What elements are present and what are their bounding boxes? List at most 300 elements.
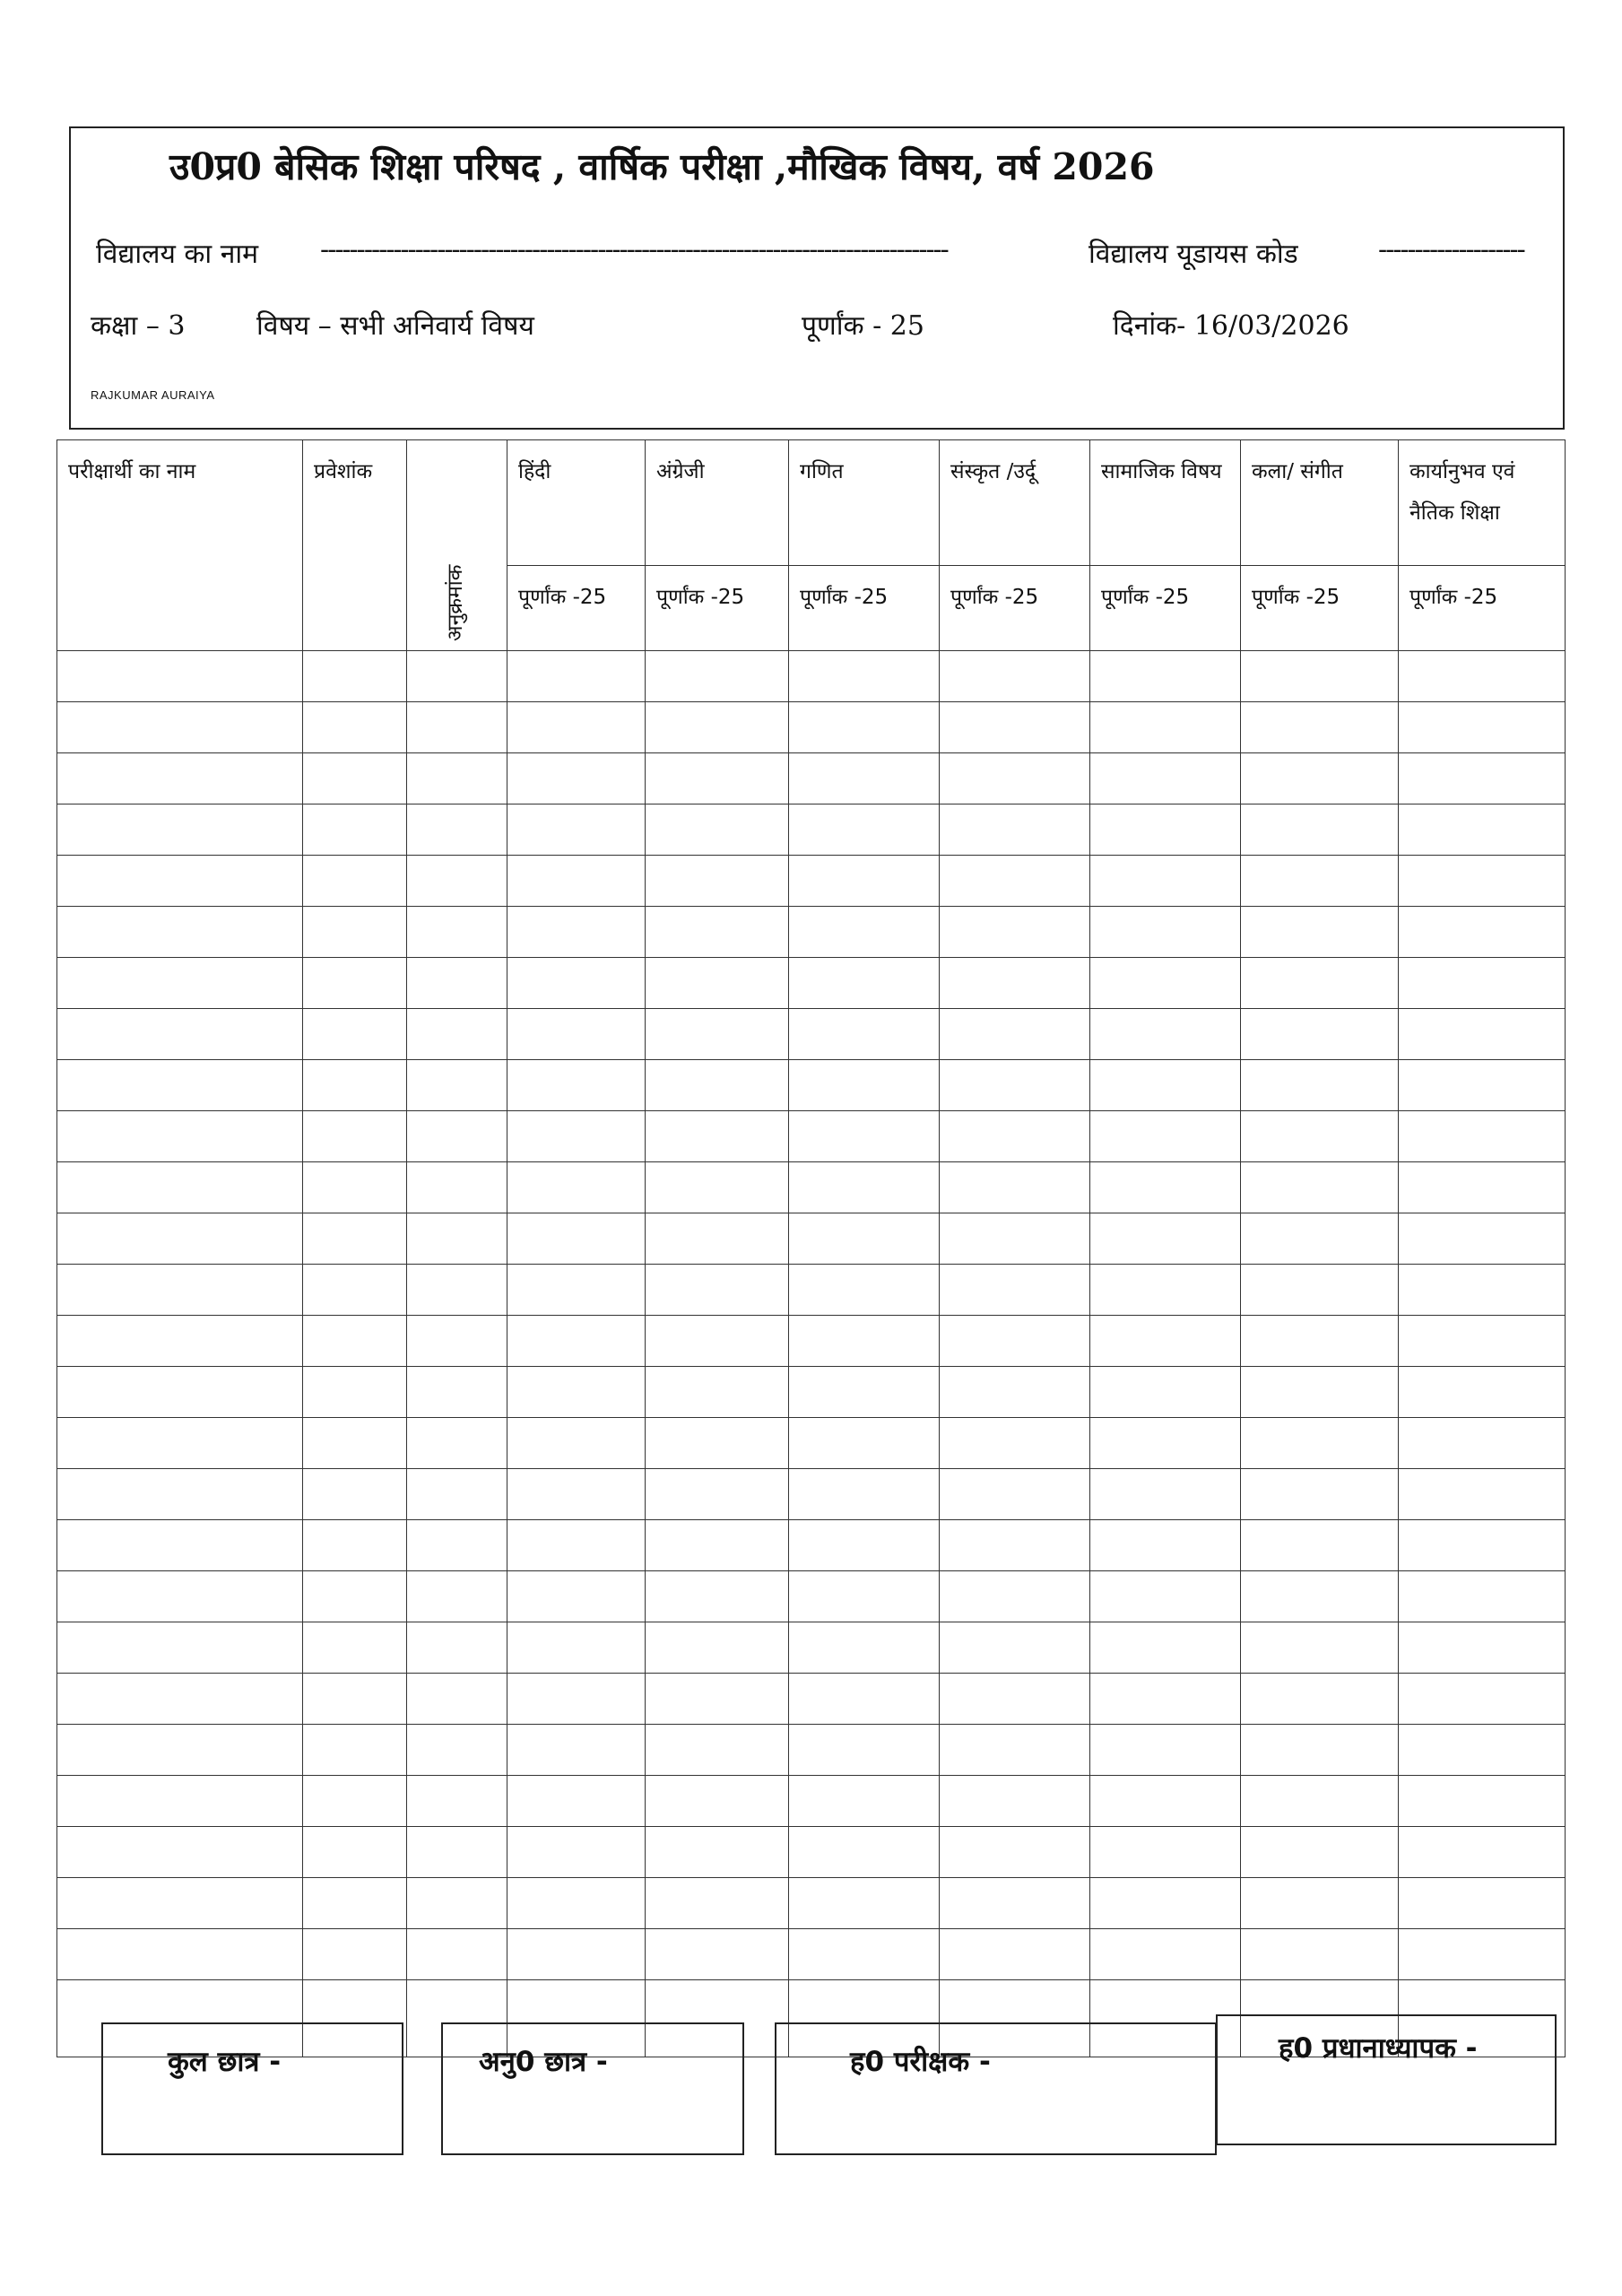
table-cell: [940, 1469, 1090, 1520]
table-cell: [1090, 1316, 1241, 1367]
table-cell: [407, 1265, 507, 1316]
table-cell: [1241, 1520, 1399, 1571]
table-cell: [646, 1111, 789, 1162]
table-row: [57, 1929, 1566, 1980]
table-cell: [507, 1060, 646, 1111]
table-cell: [789, 753, 940, 804]
table-row: [57, 1060, 1566, 1111]
table-cell: [1399, 1571, 1566, 1622]
table-cell: [940, 1776, 1090, 1827]
udise-code-label: विद्यालय यूडायस कोड: [1089, 239, 1298, 270]
table-cell: [789, 1827, 940, 1878]
table-cell: [940, 1162, 1090, 1213]
table-row: [57, 1622, 1566, 1674]
table-row: [57, 804, 1566, 856]
table-cell: [940, 1571, 1090, 1622]
table-row: [57, 702, 1566, 753]
max-marks-cell: पूर्णांक -25: [940, 566, 1090, 651]
table-cell: [646, 856, 789, 907]
table-cell: [57, 1213, 303, 1265]
table-cell: [507, 1418, 646, 1469]
table-cell: [407, 1162, 507, 1213]
table-cell: [789, 958, 940, 1009]
table-cell: [407, 651, 507, 702]
table-cell: [303, 651, 407, 702]
table-cell: [507, 1265, 646, 1316]
table-cell: [507, 1520, 646, 1571]
table-cell: [789, 1009, 940, 1060]
table-cell: [407, 804, 507, 856]
table-cell: [1399, 856, 1566, 907]
table-cell: [789, 1878, 940, 1929]
table-cell: [789, 702, 940, 753]
table-cell: [57, 907, 303, 958]
table-row: [57, 1827, 1566, 1878]
table-cell: [789, 1725, 940, 1776]
table-cell: [303, 753, 407, 804]
examiner-signature-label: ह0 परीक्षक -: [850, 2046, 991, 2078]
table-cell: [1090, 958, 1241, 1009]
table-cell: [646, 753, 789, 804]
table-cell: [789, 1367, 940, 1418]
table-cell: [940, 1622, 1090, 1674]
table-cell: [303, 702, 407, 753]
table-cell: [507, 1367, 646, 1418]
table-cell: [407, 1776, 507, 1827]
table-cell: [646, 1162, 789, 1213]
subject-header-social-studies: सामाजिक विषय: [1090, 440, 1241, 566]
table-cell: [57, 1111, 303, 1162]
table-cell: [1399, 1776, 1566, 1827]
table-cell: [1241, 1418, 1399, 1469]
table-cell: [646, 651, 789, 702]
table-cell: [57, 1827, 303, 1878]
table-cell: [940, 1418, 1090, 1469]
max-marks-label: पूर्णांक - 25: [802, 310, 924, 342]
table-cell: [789, 804, 940, 856]
table-cell: [1090, 804, 1241, 856]
table-cell: [507, 702, 646, 753]
table-cell: [789, 1622, 940, 1674]
page-title: उ0प्र0 बेसिक शिक्षा परिषद , वार्षिक परीक्षा ,मौखिक विषय, वर्ष 2026: [169, 145, 1155, 188]
table-cell: [1241, 1316, 1399, 1367]
table-cell: [789, 1213, 940, 1265]
table-row: [57, 1878, 1566, 1929]
table-cell: [940, 1827, 1090, 1878]
table-cell: [303, 1060, 407, 1111]
table-cell: [1241, 1111, 1399, 1162]
table-cell: [940, 1009, 1090, 1060]
subject-header-english: अंग्रेजी: [646, 440, 789, 566]
table-cell: [507, 856, 646, 907]
max-marks-cell: पूर्णांक -25: [1090, 566, 1241, 651]
table-cell: [1090, 856, 1241, 907]
table-cell: [1241, 702, 1399, 753]
table-cell: [57, 702, 303, 753]
total-students-label: कुल छात्र -: [168, 2046, 282, 2078]
table-cell: [1241, 1469, 1399, 1520]
table-cell: [303, 958, 407, 1009]
table-cell: [789, 1469, 940, 1520]
table-cell: [57, 958, 303, 1009]
table-cell: [940, 702, 1090, 753]
table-cell: [646, 1929, 789, 1980]
table-cell: [1090, 1725, 1241, 1776]
table-cell: [1399, 1827, 1566, 1878]
table-header-row: [57, 440, 1566, 566]
table-row: [57, 856, 1566, 907]
table-cell: [646, 1213, 789, 1265]
table-cell: [303, 1213, 407, 1265]
table-cell: [646, 1060, 789, 1111]
table-cell: [1241, 856, 1399, 907]
table-cell: [507, 1674, 646, 1725]
table-cell: [1090, 1469, 1241, 1520]
table-cell: [789, 1520, 940, 1571]
table-cell: [789, 856, 940, 907]
table-cell: [646, 1520, 789, 1571]
marks-table: [56, 439, 1566, 2057]
table-row: [57, 1520, 1566, 1571]
table-cell: [646, 1009, 789, 1060]
table-cell: [407, 1571, 507, 1622]
table-cell: [1090, 1418, 1241, 1469]
table-row: [57, 1009, 1566, 1060]
marks-table-body: [57, 651, 1566, 2057]
table-cell: [1090, 702, 1241, 753]
table-cell: [507, 651, 646, 702]
table-cell: [789, 1929, 940, 1980]
table-cell: [407, 958, 507, 1009]
table-cell: [1399, 1060, 1566, 1111]
table-cell: [57, 1674, 303, 1725]
table-row: [57, 1316, 1566, 1367]
table-cell: [507, 958, 646, 1009]
subject-header-work-experience: कार्यानुभव एवं नैतिक शिक्षा: [1399, 440, 1566, 566]
table-cell: [940, 1878, 1090, 1929]
table-cell: [303, 1725, 407, 1776]
total-students-box: [101, 2022, 403, 2155]
table-row: [57, 1418, 1566, 1469]
table-cell: [57, 1367, 303, 1418]
table-row: [57, 1162, 1566, 1213]
table-cell: [1241, 1571, 1399, 1622]
table-cell: [303, 1929, 407, 1980]
school-name-label: विद्यालय का नाम: [96, 239, 259, 270]
table-cell: [1241, 1162, 1399, 1213]
table-cell: [407, 1469, 507, 1520]
table-cell: [507, 1929, 646, 1980]
table-cell: [1090, 1776, 1241, 1827]
table-cell: [1241, 1929, 1399, 1980]
table-cell: [789, 1571, 940, 1622]
table-cell: [1399, 1316, 1566, 1367]
table-cell: [303, 1571, 407, 1622]
table-cell: [1241, 1009, 1399, 1060]
table-cell: [57, 1009, 303, 1060]
table-cell: [57, 1060, 303, 1111]
table-cell: [407, 1367, 507, 1418]
headmaster-signature-label: ह0 प्रधानाध्यापक -: [1279, 2032, 1478, 2065]
table-cell: [57, 1622, 303, 1674]
table-cell: [1241, 804, 1399, 856]
udise-code-blank: --------------------: [1378, 234, 1524, 265]
table-row: [57, 1469, 1566, 1520]
table-cell: [303, 907, 407, 958]
table-row: [57, 753, 1566, 804]
table-cell: [940, 856, 1090, 907]
table-cell: [1399, 958, 1566, 1009]
table-cell: [1399, 1213, 1566, 1265]
table-cell: [789, 1776, 940, 1827]
table-cell: [1399, 1265, 1566, 1316]
table-cell: [407, 907, 507, 958]
table-cell: [1241, 1060, 1399, 1111]
table-cell: [1399, 1674, 1566, 1725]
table-cell: [57, 1316, 303, 1367]
table-cell: [1090, 753, 1241, 804]
table-cell: [57, 1571, 303, 1622]
table-cell: [940, 651, 1090, 702]
table-row: [57, 1674, 1566, 1725]
subject-header-sanskrit-urdu: संस्कृत /उर्दू: [940, 440, 1090, 566]
table-cell: [940, 1060, 1090, 1111]
table-cell: [407, 1060, 507, 1111]
max-marks-cell: पूर्णांक -25: [646, 566, 789, 651]
table-cell: [303, 1520, 407, 1571]
table-cell: [1090, 1162, 1241, 1213]
table-cell: [1241, 1622, 1399, 1674]
table-cell: [1241, 651, 1399, 702]
table-cell: [646, 1827, 789, 1878]
table-cell: [646, 1265, 789, 1316]
table-cell: [940, 804, 1090, 856]
table-cell: [1090, 1571, 1241, 1622]
table-cell: [1090, 1009, 1241, 1060]
table-row: [57, 907, 1566, 958]
table-cell: [1090, 907, 1241, 958]
table-cell: [1399, 1725, 1566, 1776]
table-cell: [789, 1418, 940, 1469]
table-cell: [646, 958, 789, 1009]
table-cell: [1090, 1111, 1241, 1162]
table-cell: [507, 1622, 646, 1674]
table-cell: [507, 1571, 646, 1622]
table-cell: [940, 1367, 1090, 1418]
table-cell: [1241, 1674, 1399, 1725]
table-cell: [407, 1827, 507, 1878]
table-cell: [303, 1111, 407, 1162]
table-cell: [507, 1162, 646, 1213]
max-marks-cell: पूर्णांक -25: [789, 566, 940, 651]
max-marks-cell: पूर्णांक -25: [1241, 566, 1399, 651]
table-cell: [646, 702, 789, 753]
table-cell: [940, 1725, 1090, 1776]
table-cell: [789, 651, 940, 702]
table-cell: [407, 702, 507, 753]
table-cell: [303, 1674, 407, 1725]
table-row: [57, 1776, 1566, 1827]
table-cell: [940, 1213, 1090, 1265]
table-cell: [57, 1469, 303, 1520]
table-cell: [1090, 1060, 1241, 1111]
roll-number-header: प्रवेशांक: [303, 440, 407, 651]
table-cell: [57, 753, 303, 804]
subject-header-maths: गणित: [789, 440, 940, 566]
table-cell: [940, 1929, 1090, 1980]
table-cell: [407, 1929, 507, 1980]
table-cell: [407, 753, 507, 804]
table-cell: [303, 1316, 407, 1367]
table-cell: [940, 753, 1090, 804]
table-cell: [1241, 907, 1399, 958]
table-cell: [303, 1622, 407, 1674]
table-cell: [1090, 1520, 1241, 1571]
table-cell: [303, 804, 407, 856]
table-cell: [940, 1316, 1090, 1367]
table-cell: [646, 1469, 789, 1520]
table-cell: [789, 1316, 940, 1367]
examiner-signature-box: [775, 2022, 1217, 2155]
table-cell: [507, 753, 646, 804]
table-cell: [789, 1265, 940, 1316]
table-cell: [57, 1929, 303, 1980]
table-cell: [1241, 1265, 1399, 1316]
table-cell: [407, 856, 507, 907]
max-marks-cell: पूर्णांक -25: [507, 566, 646, 651]
table-cell: [1090, 1213, 1241, 1265]
table-cell: [789, 1674, 940, 1725]
table-cell: [646, 1878, 789, 1929]
table-cell: [407, 1725, 507, 1776]
table-cell: [646, 907, 789, 958]
table-cell: [57, 1265, 303, 1316]
table-cell: [1399, 1162, 1566, 1213]
table-cell: [507, 1316, 646, 1367]
table-cell: [303, 1009, 407, 1060]
table-cell: [507, 907, 646, 958]
table-cell: [1399, 1520, 1566, 1571]
table-cell: [303, 1418, 407, 1469]
table-cell: [57, 856, 303, 907]
table-cell: [407, 1213, 507, 1265]
table-cell: [303, 1827, 407, 1878]
table-cell: [646, 1674, 789, 1725]
max-marks-cell: पूर्णांक -25: [1399, 566, 1566, 651]
table-row: [57, 1571, 1566, 1622]
table-cell: [507, 1111, 646, 1162]
subject-header-hindi: हिंदी: [507, 440, 646, 566]
exam-date-label: दिनांक- 16/03/2026: [1113, 310, 1349, 342]
table-cell: [940, 1674, 1090, 1725]
table-cell: [646, 1725, 789, 1776]
table-cell: [940, 1265, 1090, 1316]
table-cell: [789, 1111, 940, 1162]
table-row: [57, 651, 1566, 702]
table-cell: [407, 1520, 507, 1571]
table-row: [57, 1213, 1566, 1265]
table-cell: [646, 1776, 789, 1827]
table-cell: [1399, 907, 1566, 958]
table-cell: [407, 1674, 507, 1725]
table-cell: [1399, 1929, 1566, 1980]
table-cell: [303, 1776, 407, 1827]
table-cell: [57, 1878, 303, 1929]
header-box: [69, 126, 1565, 430]
table-cell: [507, 1776, 646, 1827]
table-cell: [646, 1316, 789, 1367]
table-row: [57, 1367, 1566, 1418]
table-cell: [1399, 804, 1566, 856]
table-cell: [1090, 1367, 1241, 1418]
table-cell: [1090, 1622, 1241, 1674]
table-cell: [303, 1469, 407, 1520]
school-name-blank: --------------------------------------------------------------------------------------: [320, 234, 948, 265]
table-cell: [407, 1009, 507, 1060]
table-cell: [407, 1622, 507, 1674]
table-cell: [1399, 1367, 1566, 1418]
table-cell: [407, 1111, 507, 1162]
table-cell: [303, 1162, 407, 1213]
author-credit: RAJKUMAR AURAIYA: [91, 388, 215, 402]
table-cell: [1090, 1827, 1241, 1878]
table-cell: [507, 1213, 646, 1265]
table-cell: [1241, 1827, 1399, 1878]
table-cell: [1090, 1674, 1241, 1725]
table-cell: [1241, 753, 1399, 804]
table-cell: [1241, 1776, 1399, 1827]
table-cell: [646, 1367, 789, 1418]
table-cell: [1241, 958, 1399, 1009]
table-cell: [1241, 1213, 1399, 1265]
table-cell: [57, 1162, 303, 1213]
table-cell: [303, 1265, 407, 1316]
table-cell: [1241, 1367, 1399, 1418]
table-cell: [940, 907, 1090, 958]
table-cell: [646, 1622, 789, 1674]
table-row: [57, 1725, 1566, 1776]
table-cell: [507, 1009, 646, 1060]
table-cell: [57, 804, 303, 856]
table-cell: [1241, 1725, 1399, 1776]
table-cell: [57, 1418, 303, 1469]
table-cell: [57, 651, 303, 702]
headmaster-signature-box: [1216, 2014, 1557, 2145]
table-cell: [1090, 1929, 1241, 1980]
table-row: [57, 1111, 1566, 1162]
table-cell: [1399, 1622, 1566, 1674]
table-cell: [789, 907, 940, 958]
table-cell: [57, 1520, 303, 1571]
table-cell: [507, 1878, 646, 1929]
table-cell: [1399, 1418, 1566, 1469]
table-cell: [940, 1520, 1090, 1571]
table-cell: [303, 856, 407, 907]
table-cell: [57, 1776, 303, 1827]
table-cell: [507, 1725, 646, 1776]
table-cell: [646, 1571, 789, 1622]
subject-header-art-music: कला/ संगीत: [1241, 440, 1399, 566]
table-cell: [1090, 651, 1241, 702]
table-cell: [1399, 1469, 1566, 1520]
table-cell: [507, 1469, 646, 1520]
table-cell: [1241, 1878, 1399, 1929]
absent-students-box: [441, 2022, 744, 2155]
table-cell: [940, 1111, 1090, 1162]
table-cell: [646, 804, 789, 856]
table-cell: [940, 958, 1090, 1009]
table-cell: [646, 1418, 789, 1469]
